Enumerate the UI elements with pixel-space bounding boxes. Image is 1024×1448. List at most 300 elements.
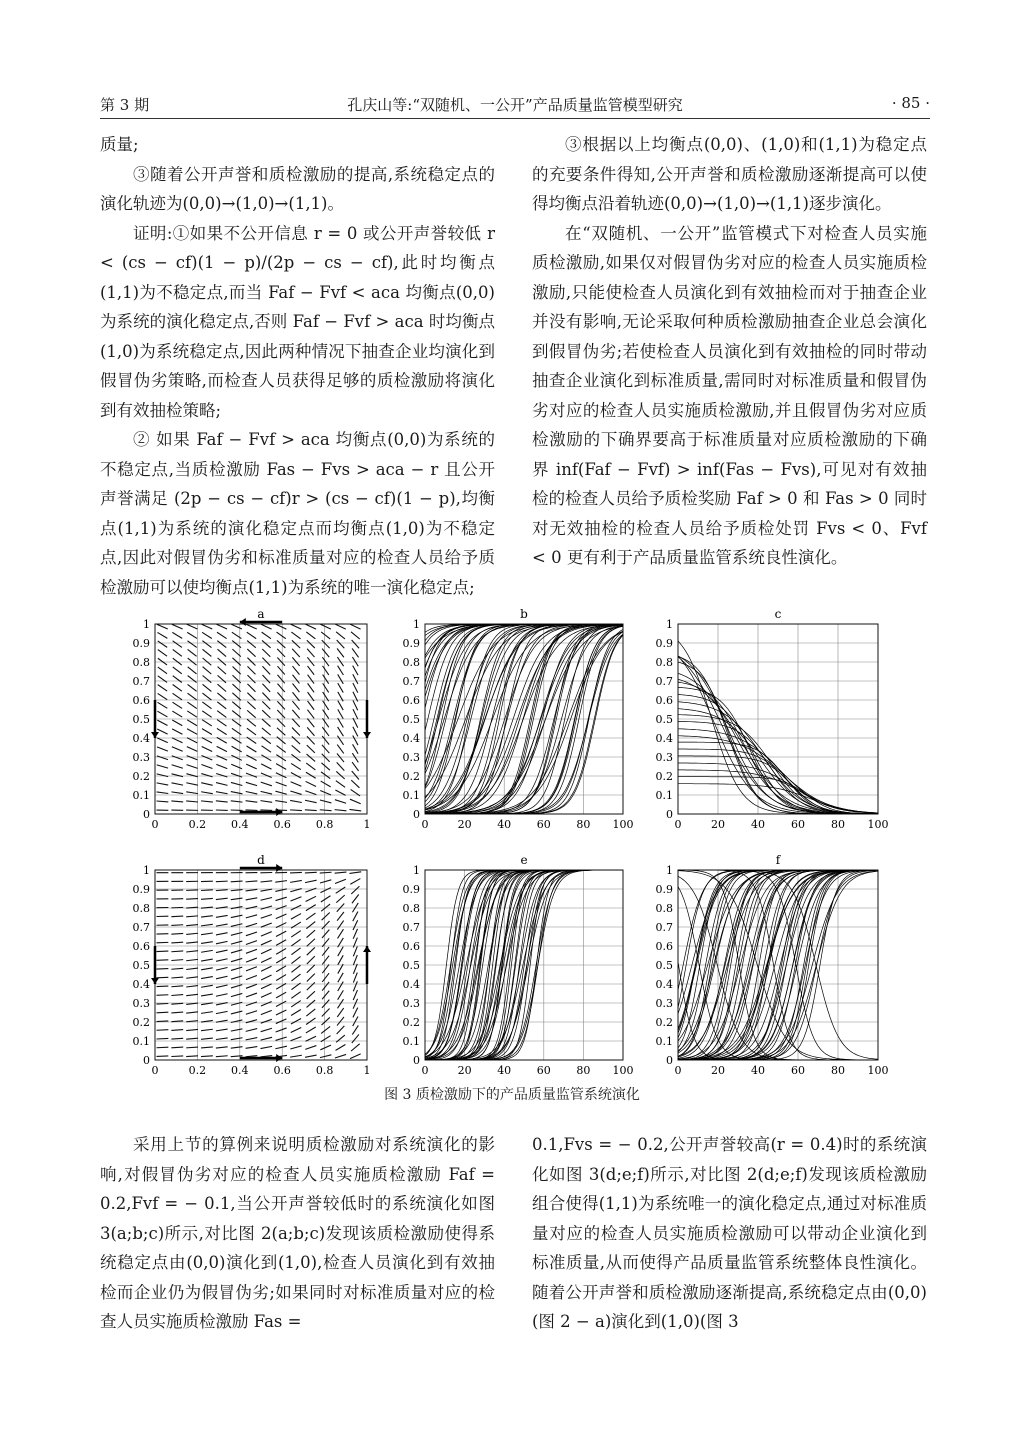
trajectory-segment <box>216 1011 228 1013</box>
trajectory-segment <box>186 1056 198 1057</box>
x-tick-label: 100 <box>612 818 634 831</box>
trajectory-segment <box>246 993 257 997</box>
trajectory-segment <box>260 889 272 891</box>
trajectory-segment <box>276 957 286 963</box>
trajectory-segment <box>291 939 300 946</box>
trajectory-segment <box>171 986 183 987</box>
trajectory-segment <box>246 1056 258 1057</box>
trajectory-segment <box>246 1029 257 1032</box>
trajectory-segment <box>171 1021 183 1022</box>
trajectory-segment <box>173 676 182 683</box>
trajectory-segment <box>307 710 314 719</box>
trajectory-segment <box>231 924 242 927</box>
trajectory-segment <box>246 801 258 802</box>
trajectory-segment <box>306 922 315 929</box>
trajectory-segment <box>353 912 358 922</box>
trajectory-segment <box>261 949 272 954</box>
trajectory-segment <box>216 959 228 962</box>
trajectory-segment <box>320 624 331 629</box>
trajectory-segment <box>352 753 358 762</box>
trajectory-segment <box>291 948 300 955</box>
trajectory-segment <box>291 782 302 787</box>
trajectory-segment <box>352 648 358 657</box>
trajectory-segment <box>321 1026 330 1033</box>
y-tick-label: 0.9 <box>132 883 150 896</box>
trajectory-segment <box>261 1019 272 1023</box>
paragraph: ③随着公开声誉和质检激励的提高,系统稳定点的演化轨迹为(0,0)→(1,0)→(1,1)。 <box>100 164 495 213</box>
trajectory-segment <box>335 624 346 629</box>
x-tick-label: 1 <box>363 818 371 831</box>
x-tick-label: 0 <box>674 1064 682 1077</box>
trajectory-segment <box>202 711 211 717</box>
trajectory-segment <box>246 1011 257 1014</box>
trajectory-segment <box>353 744 359 753</box>
trajectory-segment <box>202 747 212 752</box>
trajectory-segment <box>231 792 243 794</box>
trajectory-segment <box>218 667 226 674</box>
trajectory-segment <box>337 753 344 762</box>
trajectory-segment <box>216 1047 228 1048</box>
trajectory-segment <box>261 782 272 786</box>
trajectory-segment <box>320 888 330 893</box>
trajectory-segment <box>203 649 212 656</box>
paragraph: 在“双随机、一公开”监管模式下对检查人员实施质检激励,如果仅对假冒伪劣对应的检查人员实施质检激励,只能使检查人员演化到有效抽检而对于抽查企业并没有影响,无论采取何种质检激励抽查企业总会演化到假冒伪劣;若使检查人员演化到有效抽检的同时带动抽查企业演化到标准质量,需同时对标准质量和假冒伪劣对应的检查人员实施质检激励,并且假冒伪劣对应质检激励的下确界要高于标准质量对应质检激励的下确界 inf(Faf − Fvf) > inf(Fas − Fvs),可见对有效抽检的检查人员给予质检奖励 Faf > 0 和 Fas > 0 同时对无效抽检的检查人员给予质检处罚 Fvs < 0、Fvf < 0 更有利于产品质量监管系统良性演化。 <box>532 223 927 567</box>
trajectory-segment <box>291 1018 301 1024</box>
trajectory-segment <box>338 718 344 727</box>
x-tick-label: 40 <box>751 818 765 831</box>
trajectory-segment <box>231 950 242 953</box>
trajectory-segment <box>186 899 198 900</box>
trajectory-segment <box>306 1036 316 1041</box>
x-tick-label: 0.2 <box>188 818 207 831</box>
trajectory-segment <box>291 1028 302 1033</box>
trajectory-segment <box>322 947 329 956</box>
trajectory-segment <box>202 729 212 735</box>
trajectory-segment <box>203 658 212 665</box>
trajectory-segment <box>158 685 167 691</box>
trajectory-segment <box>202 702 211 709</box>
arrow-head <box>363 732 371 738</box>
trajectory-segment <box>276 764 286 770</box>
trajectory-segment <box>260 881 272 882</box>
panel-label: f <box>775 853 781 867</box>
trajectory-segment <box>337 1026 345 1034</box>
trajectory-segment <box>262 640 271 647</box>
trajectory-segment <box>275 801 287 803</box>
trajectory-segment <box>186 783 198 785</box>
trajectory-segment <box>216 773 227 777</box>
trajectory-segment <box>276 1028 287 1032</box>
trajectory-segment <box>349 872 361 874</box>
trajectory-segment <box>157 729 167 734</box>
trajectory-segment <box>276 624 287 629</box>
trajectory-segment <box>322 982 329 991</box>
trajectory-segment <box>305 791 316 795</box>
trajectory-segment <box>305 880 317 882</box>
trajectory-segment <box>231 976 242 979</box>
trajectory-curve <box>678 657 878 815</box>
trajectory-segment <box>277 684 284 692</box>
trajectory-segment <box>353 973 357 983</box>
trajectory-segment <box>247 675 255 683</box>
trajectory-segment <box>292 719 300 727</box>
panel-a <box>133 607 372 831</box>
trajectory-segment <box>157 765 168 768</box>
trajectory-segment <box>305 872 317 873</box>
trajectory-segment <box>277 701 285 709</box>
trajectory-segment <box>291 754 300 761</box>
trajectory-segment <box>338 727 344 736</box>
trajectory-segment <box>337 1017 344 1026</box>
trajectory-segment <box>231 985 242 988</box>
trajectory-segment <box>353 981 357 991</box>
trajectory-segment <box>292 745 301 752</box>
x-tick-label: 100 <box>867 818 889 831</box>
paragraph: 质量; <box>100 135 139 154</box>
x-tick-label: 100 <box>867 1064 889 1077</box>
trajectory-segment <box>306 632 315 639</box>
y-tick-label: 0.1 <box>655 789 673 802</box>
trajectory-segment <box>307 947 315 955</box>
trajectory-segment <box>261 624 272 629</box>
trajectory-segment <box>156 1056 168 1057</box>
y-tick-label: 1 <box>143 618 150 631</box>
trajectory-segment <box>202 720 212 726</box>
trajectory-segment <box>186 933 198 934</box>
page-number: · 85 · <box>891 94 930 112</box>
y-tick-label: 0 <box>666 1054 673 1067</box>
trajectory-segment <box>246 949 257 953</box>
trajectory-segment <box>338 964 343 973</box>
trajectory-segment <box>292 692 299 701</box>
running-title: 孔庆山等:“双随机、一公开”产品质量监管模型研究 <box>347 96 683 114</box>
trajectory-segment <box>338 674 344 683</box>
paragraph: ③根据以上均衡点(0,0)、(1,0)和(1,1)为稳定点的充要条件得知,公开声誉和质检激励逐渐提高可以使得均衡点沿着轨迹(0,0)→(1,0)→(1,1)逐步演化。 <box>532 135 927 213</box>
trajectory-segment <box>246 958 257 962</box>
trajectory-segment <box>276 782 287 786</box>
trajectory-segment <box>337 762 345 770</box>
y-tick-label: 0.1 <box>402 1035 420 1048</box>
trajectory-segment <box>322 938 329 947</box>
trajectory-segment <box>305 1046 316 1050</box>
trajectory-segment <box>156 1047 168 1048</box>
trajectory-segment <box>352 894 359 903</box>
panel-label: d <box>257 853 265 867</box>
y-tick-label: 0.7 <box>655 921 673 934</box>
trajectory-segment <box>171 933 183 934</box>
trajectory-segment <box>353 674 358 684</box>
y-tick-label: 0.5 <box>132 713 150 726</box>
trajectory-segment <box>261 975 271 980</box>
y-tick-label: 0.3 <box>132 997 150 1010</box>
trajectory-segment <box>186 1029 198 1030</box>
trajectory-segment <box>291 632 300 639</box>
trajectory-segment <box>336 771 344 779</box>
trajectory-curve <box>678 657 878 814</box>
x-tick-label: 0.4 <box>231 1064 249 1077</box>
y-tick-label: 0.6 <box>402 940 420 953</box>
trajectory-segment <box>186 774 197 777</box>
trajectory-segment <box>351 632 360 639</box>
trajectory-segment <box>202 641 211 648</box>
trajectory-segment <box>307 974 315 982</box>
trajectory-segment <box>323 710 329 719</box>
trajectory-segment <box>202 756 213 760</box>
panel-label: c <box>774 607 782 621</box>
trajectory-segment <box>172 747 183 751</box>
trajectory-segment <box>203 675 212 682</box>
trajectory-segment <box>306 772 316 778</box>
issue-number: 第 3 期 <box>100 96 150 114</box>
trajectory-segment <box>290 791 301 794</box>
trajectory-segment <box>157 624 168 629</box>
trajectory-segment <box>351 886 359 894</box>
trajectory-segment <box>188 649 197 656</box>
trajectory-segment <box>172 702 182 708</box>
y-tick-label: 0.2 <box>132 770 150 783</box>
trajectory-segment <box>307 991 315 999</box>
trajectory-segment <box>337 640 345 648</box>
trajectory-segment <box>277 719 285 727</box>
trajectory-segment <box>307 939 315 947</box>
panel-label: e <box>520 853 528 867</box>
trajectory-segment <box>201 942 213 944</box>
trajectory-segment <box>158 641 167 647</box>
trajectory-segment <box>172 711 182 717</box>
trajectory-segment <box>353 727 358 737</box>
trajectory-segment <box>217 632 227 638</box>
trajectory-curve <box>678 870 878 1041</box>
trajectory-segment <box>308 692 315 701</box>
trajectory-segment <box>322 1008 330 1016</box>
trajectory-segment <box>322 657 329 666</box>
trajectory-segment <box>322 736 329 745</box>
trajectory-curve <box>678 679 878 814</box>
trajectory-segment <box>201 783 213 786</box>
trajectory-segment <box>291 992 300 999</box>
trajectory-segment <box>261 773 272 778</box>
y-tick-label: 1 <box>143 864 150 877</box>
panel-e <box>403 853 634 1077</box>
trajectory-segment <box>338 929 344 938</box>
trajectory-segment <box>158 658 167 665</box>
trajectory-segment <box>157 756 168 760</box>
trajectory-segment <box>307 1000 316 1007</box>
trajectory-segment <box>216 624 227 629</box>
trajectory-segment <box>292 640 300 648</box>
trajectory-segment <box>201 898 213 899</box>
y-tick-label: 0.2 <box>402 770 420 783</box>
trajectory-segment <box>172 720 182 726</box>
y-tick-label: 0.5 <box>132 959 150 972</box>
trajectory-segment <box>335 1054 346 1058</box>
trajectory-segment <box>293 675 300 684</box>
y-tick-label: 0.8 <box>402 656 420 669</box>
trajectory-segment <box>171 1038 183 1039</box>
trajectory-segment <box>172 729 182 734</box>
trajectory-segment <box>202 738 212 743</box>
trajectory-segment <box>307 657 314 666</box>
y-tick-label: 0.7 <box>402 675 420 688</box>
trajectory-segment <box>231 1047 243 1048</box>
trajectory-segment <box>321 772 330 779</box>
trajectory-segment <box>350 624 360 629</box>
trajectory-segment <box>306 905 316 911</box>
trajectory-segment <box>216 950 228 953</box>
trajectory-segment <box>231 958 242 961</box>
y-tick-label: 0.4 <box>132 978 150 991</box>
trajectory-segment <box>306 1018 315 1025</box>
trajectory-segment <box>216 941 228 943</box>
trajectory-segment <box>247 684 255 692</box>
trajectory-segment <box>261 1001 272 1006</box>
trajectory-segment <box>188 684 197 691</box>
trajectory-segment <box>260 1046 272 1048</box>
trajectory-segment <box>246 923 257 926</box>
trajectory-segment <box>201 916 213 917</box>
trajectory-segment <box>216 967 228 970</box>
x-tick-label: 20 <box>711 818 725 831</box>
trajectory-segment <box>320 790 331 795</box>
trajectory-segment <box>186 925 198 926</box>
trajectory-segment <box>201 1056 213 1057</box>
trajectory-segment <box>260 1056 272 1057</box>
trajectory-segment <box>292 666 299 675</box>
trajectory-segment <box>262 728 271 735</box>
trajectory-segment <box>247 641 256 648</box>
y-tick-label: 1 <box>413 864 420 877</box>
trajectory-segment <box>186 1021 198 1022</box>
trajectory-curve <box>425 624 623 763</box>
trajectory-segment <box>231 967 242 970</box>
trajectory-curve <box>678 736 878 813</box>
figure-3-svg <box>100 600 930 1080</box>
trajectory-segment <box>187 747 198 752</box>
trajectory-segment <box>231 773 242 777</box>
trajectory-segment <box>186 1012 198 1013</box>
trajectory-segment <box>308 701 315 710</box>
y-tick-label: 0.6 <box>132 694 150 707</box>
trajectory-segment <box>353 929 357 939</box>
trajectory-segment <box>246 624 257 629</box>
trajectory-segment <box>172 756 183 760</box>
trajectory-segment <box>337 1008 343 1017</box>
trajectory-segment <box>188 667 197 674</box>
trajectory-curve <box>425 624 623 765</box>
trajectory-segment <box>187 720 197 726</box>
trajectory-segment <box>320 872 332 873</box>
trajectory-segment <box>261 755 271 761</box>
arrow-head <box>151 978 159 984</box>
trajectory-curve <box>678 749 878 814</box>
y-tick-label: 0 <box>413 808 420 821</box>
trajectory-segment <box>247 710 256 717</box>
trajectory-segment <box>157 792 169 794</box>
trajectory-segment <box>336 887 346 893</box>
trajectory-segment <box>231 881 243 882</box>
y-tick-label: 0.6 <box>655 694 673 707</box>
trajectory-segment <box>261 993 272 998</box>
trajectory-segment <box>262 684 270 692</box>
trajectory-segment <box>171 801 183 802</box>
y-tick-label: 0.3 <box>402 751 420 764</box>
y-tick-label: 0.2 <box>402 1016 420 1029</box>
trajectory-segment <box>276 1037 287 1040</box>
trajectory-segment <box>246 1047 258 1049</box>
trajectory-segment <box>276 931 286 936</box>
trajectory-segment <box>202 632 212 638</box>
trajectory-segment <box>291 931 300 937</box>
trajectory-segment <box>351 780 359 788</box>
trajectory-segment <box>186 792 198 794</box>
trajectory-segment <box>216 933 228 935</box>
trajectory-segment <box>247 746 257 752</box>
trajectory-segment <box>233 667 241 675</box>
trajectory-segment <box>307 640 315 648</box>
trajectory-segment <box>338 947 343 956</box>
trajectory-segment <box>291 914 301 920</box>
trajectory-segment <box>216 755 227 760</box>
trajectory-segment <box>216 764 227 768</box>
x-tick-label: 60 <box>791 818 805 831</box>
trajectory-segment <box>322 649 329 658</box>
trajectory-segment <box>246 791 258 793</box>
trajectory-segment <box>261 940 272 945</box>
trajectory-segment <box>187 624 198 629</box>
x-tick-label: 100 <box>612 1064 634 1077</box>
trajectory-segment <box>352 657 358 666</box>
trajectory-segment <box>350 799 361 804</box>
trajectory-segment <box>158 650 167 657</box>
y-tick-label: 0.1 <box>132 1035 150 1048</box>
trajectory-segment <box>171 1030 183 1031</box>
trajectory-segment <box>321 781 331 787</box>
panel-label: a <box>257 607 265 621</box>
trajectory-segment <box>290 810 302 811</box>
y-tick-label: 0.3 <box>655 751 673 764</box>
trajectory-segment <box>156 1038 168 1039</box>
trajectory-segment <box>246 889 258 891</box>
trajectory-segment <box>216 994 228 996</box>
y-tick-label: 0.8 <box>655 656 673 669</box>
trajectory-segment <box>201 1029 213 1030</box>
trajectory-segment <box>307 965 315 973</box>
trajectory-segment <box>201 985 213 987</box>
trajectory-segment <box>246 975 257 979</box>
paragraph: 采用上节的算例来说明质检激励对系统演化的影响,对假冒伪劣对应的检查人员实施质检激励 Faf = 0.2,Fvf = − 0.1,当公开声誉较低时的系统演化如图 3(a;b;c)所示,对比图 2(a;b;c)发现该质检激励使得系统稳定点由(0,0)演化到(1,0),检查人员演化到有效抽检而企业仍为假冒伪劣;如果同时对标准质量对应的检查人员实施质检激励 Fas = <box>100 1135 495 1331</box>
trajectory-segment <box>336 632 345 639</box>
trajectory-segment <box>218 658 226 665</box>
trajectory-segment <box>201 968 213 970</box>
y-tick-label: 0.5 <box>655 713 673 726</box>
trajectory-segment <box>231 624 242 629</box>
trajectory-segment <box>247 719 256 726</box>
trajectory-segment <box>216 1056 228 1057</box>
trajectory-segment <box>171 925 183 926</box>
trajectory-segment <box>338 982 344 991</box>
trajectory-segment <box>171 1056 183 1057</box>
trajectory-segment <box>353 1008 358 1018</box>
trajectory-segment <box>246 1002 257 1006</box>
y-tick-label: 0.2 <box>132 1016 150 1029</box>
trajectory-segment <box>323 701 329 710</box>
left-column <box>100 130 495 602</box>
trajectory-segment <box>187 738 197 743</box>
x-tick-label: 0 <box>421 1064 429 1077</box>
trajectory-segment <box>320 810 332 811</box>
trajectory-segment <box>231 755 241 760</box>
trajectory-segment <box>275 1046 287 1049</box>
